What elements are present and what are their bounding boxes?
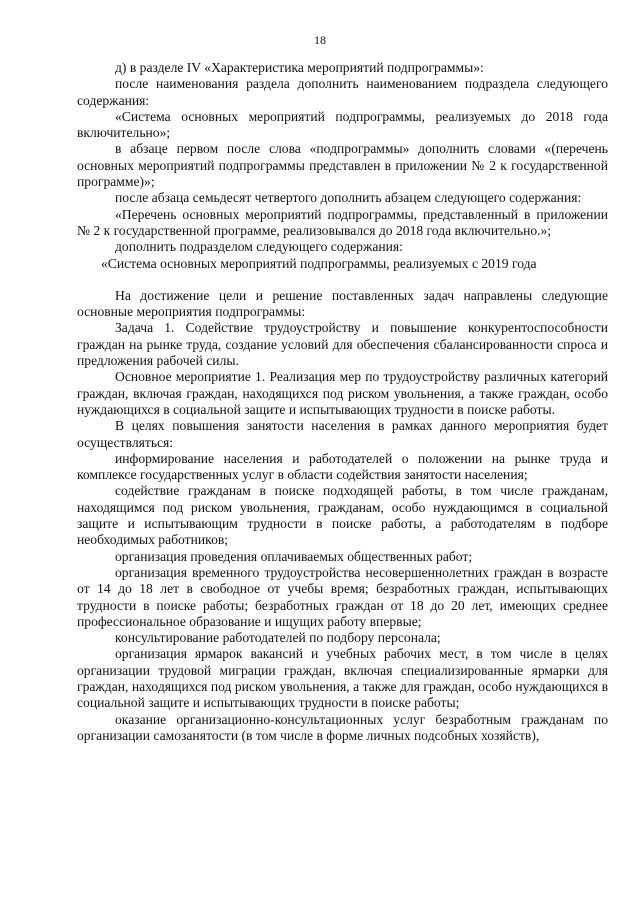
list-item-public-works: организация проведения оплачиваемых общественных работ; [115,548,473,564]
document-body [77,60,608,744]
page-number: 18 [314,33,326,47]
paragraph-add-subsection: дополнить подразделом следующего содержания: [115,239,403,255]
list-item-job-fairs: организация ярмарок вакансий и учебных рабочих мест, в том числе в целях организации трудовой миграции граждан, включая специализированные ярмарки для граждан, находящихся под риском увольнения, а также для граждан, особо нуждающихся в социальной защите и испытывающих трудности в поиске работы; [77,646,608,711]
paragraph-subsection-title-from-2019: «Система основных мероприятий подпрограммы, реализуемых с 2019 года [101,255,537,271]
list-item-employer-consulting: консультирование работодателей по подбору персонала; [115,630,441,646]
paragraph-main-activity-1: Основное мероприятие 1. Реализация мер по трудоустройству различных категорий граждан, включая граждан, находящихся под риском увольнения, а также граждан, особо нуждающихся в социальной защите и испытывающих трудности в поиске работы. [77,369,608,417]
paragraph-task-1: Задача 1. Содействие трудоустройству и повышение конкурентоспособности граждан на рынке труда, создание условий для обеспечения сбалансированности спроса и предложения рабочей силы. [77,320,608,369]
paragraph-first-abzac-amendment: в абзаце первом после слова «подпрограммы» дополнить словами «(перечень основных мероприятий подпрограммы представлен в приложении № 2 к государственной программе)»; [77,141,608,190]
paragraph-add-subsection-name: после наименования раздела дополнить наименованием подраздела следующего содержания: [77,76,608,108]
paragraph-list-realized-until-2018: «Перечень основных мероприятий подпрограммы, представленный в приложении № 2 к государственной программе, реализовывался до 2018 года включительно.»; [77,206,608,238]
list-item-self-employment: оказание организационно-консультационных услуг безработным гражданам по организации самозанятости (в том числе в форме личных подсобных хозяйств), [77,711,608,743]
list-item-job-search-assistance: содействие гражданам в поиске подходящей работы, в том числе гражданам, находящимся под риском увольнения, гражданам, особо нуждающимся в социальной защите и испытывающим трудности в поиске работы, а работодателям в подборе необходимых работников; [77,483,608,548]
paragraph-after-74th-abzac: после абзаца семьдесят четвертого дополнить абзацем следующего содержания: [115,190,582,206]
paragraph-subsection-title-until-2018: «Система основных мероприятий подпрограммы, реализуемых до 2018 года включительно»; [77,108,608,141]
list-item-informing: информирование населения и работодателей о положении на рынке труда и комплексе государственных услуг в области содействия занятости населения; [77,450,608,483]
list-item-temporary-employment: организация временного трудоустройства несовершеннолетних граждан в возрасте от 14 до 18 лет в свободное от учебы время; безработных граждан, испытывающих трудности в поиске работы; безработных граждан от 18 до 20 лет, имеющих среднее профессиональное образование и ищущих работу впервые; [77,564,608,629]
paragraph-section-iv-intro: д) в разделе IV «Характеристика мероприятий подпрограммы»: [115,60,484,75]
paragraph-goals-intro: На достижение цели и решение поставленных задач направлены следующие основные мероприятия подпрограммы: [77,287,608,320]
paragraph-employment-increase: В целях повышения занятости населения в рамках данного мероприятия будет осуществляться: [77,418,608,450]
